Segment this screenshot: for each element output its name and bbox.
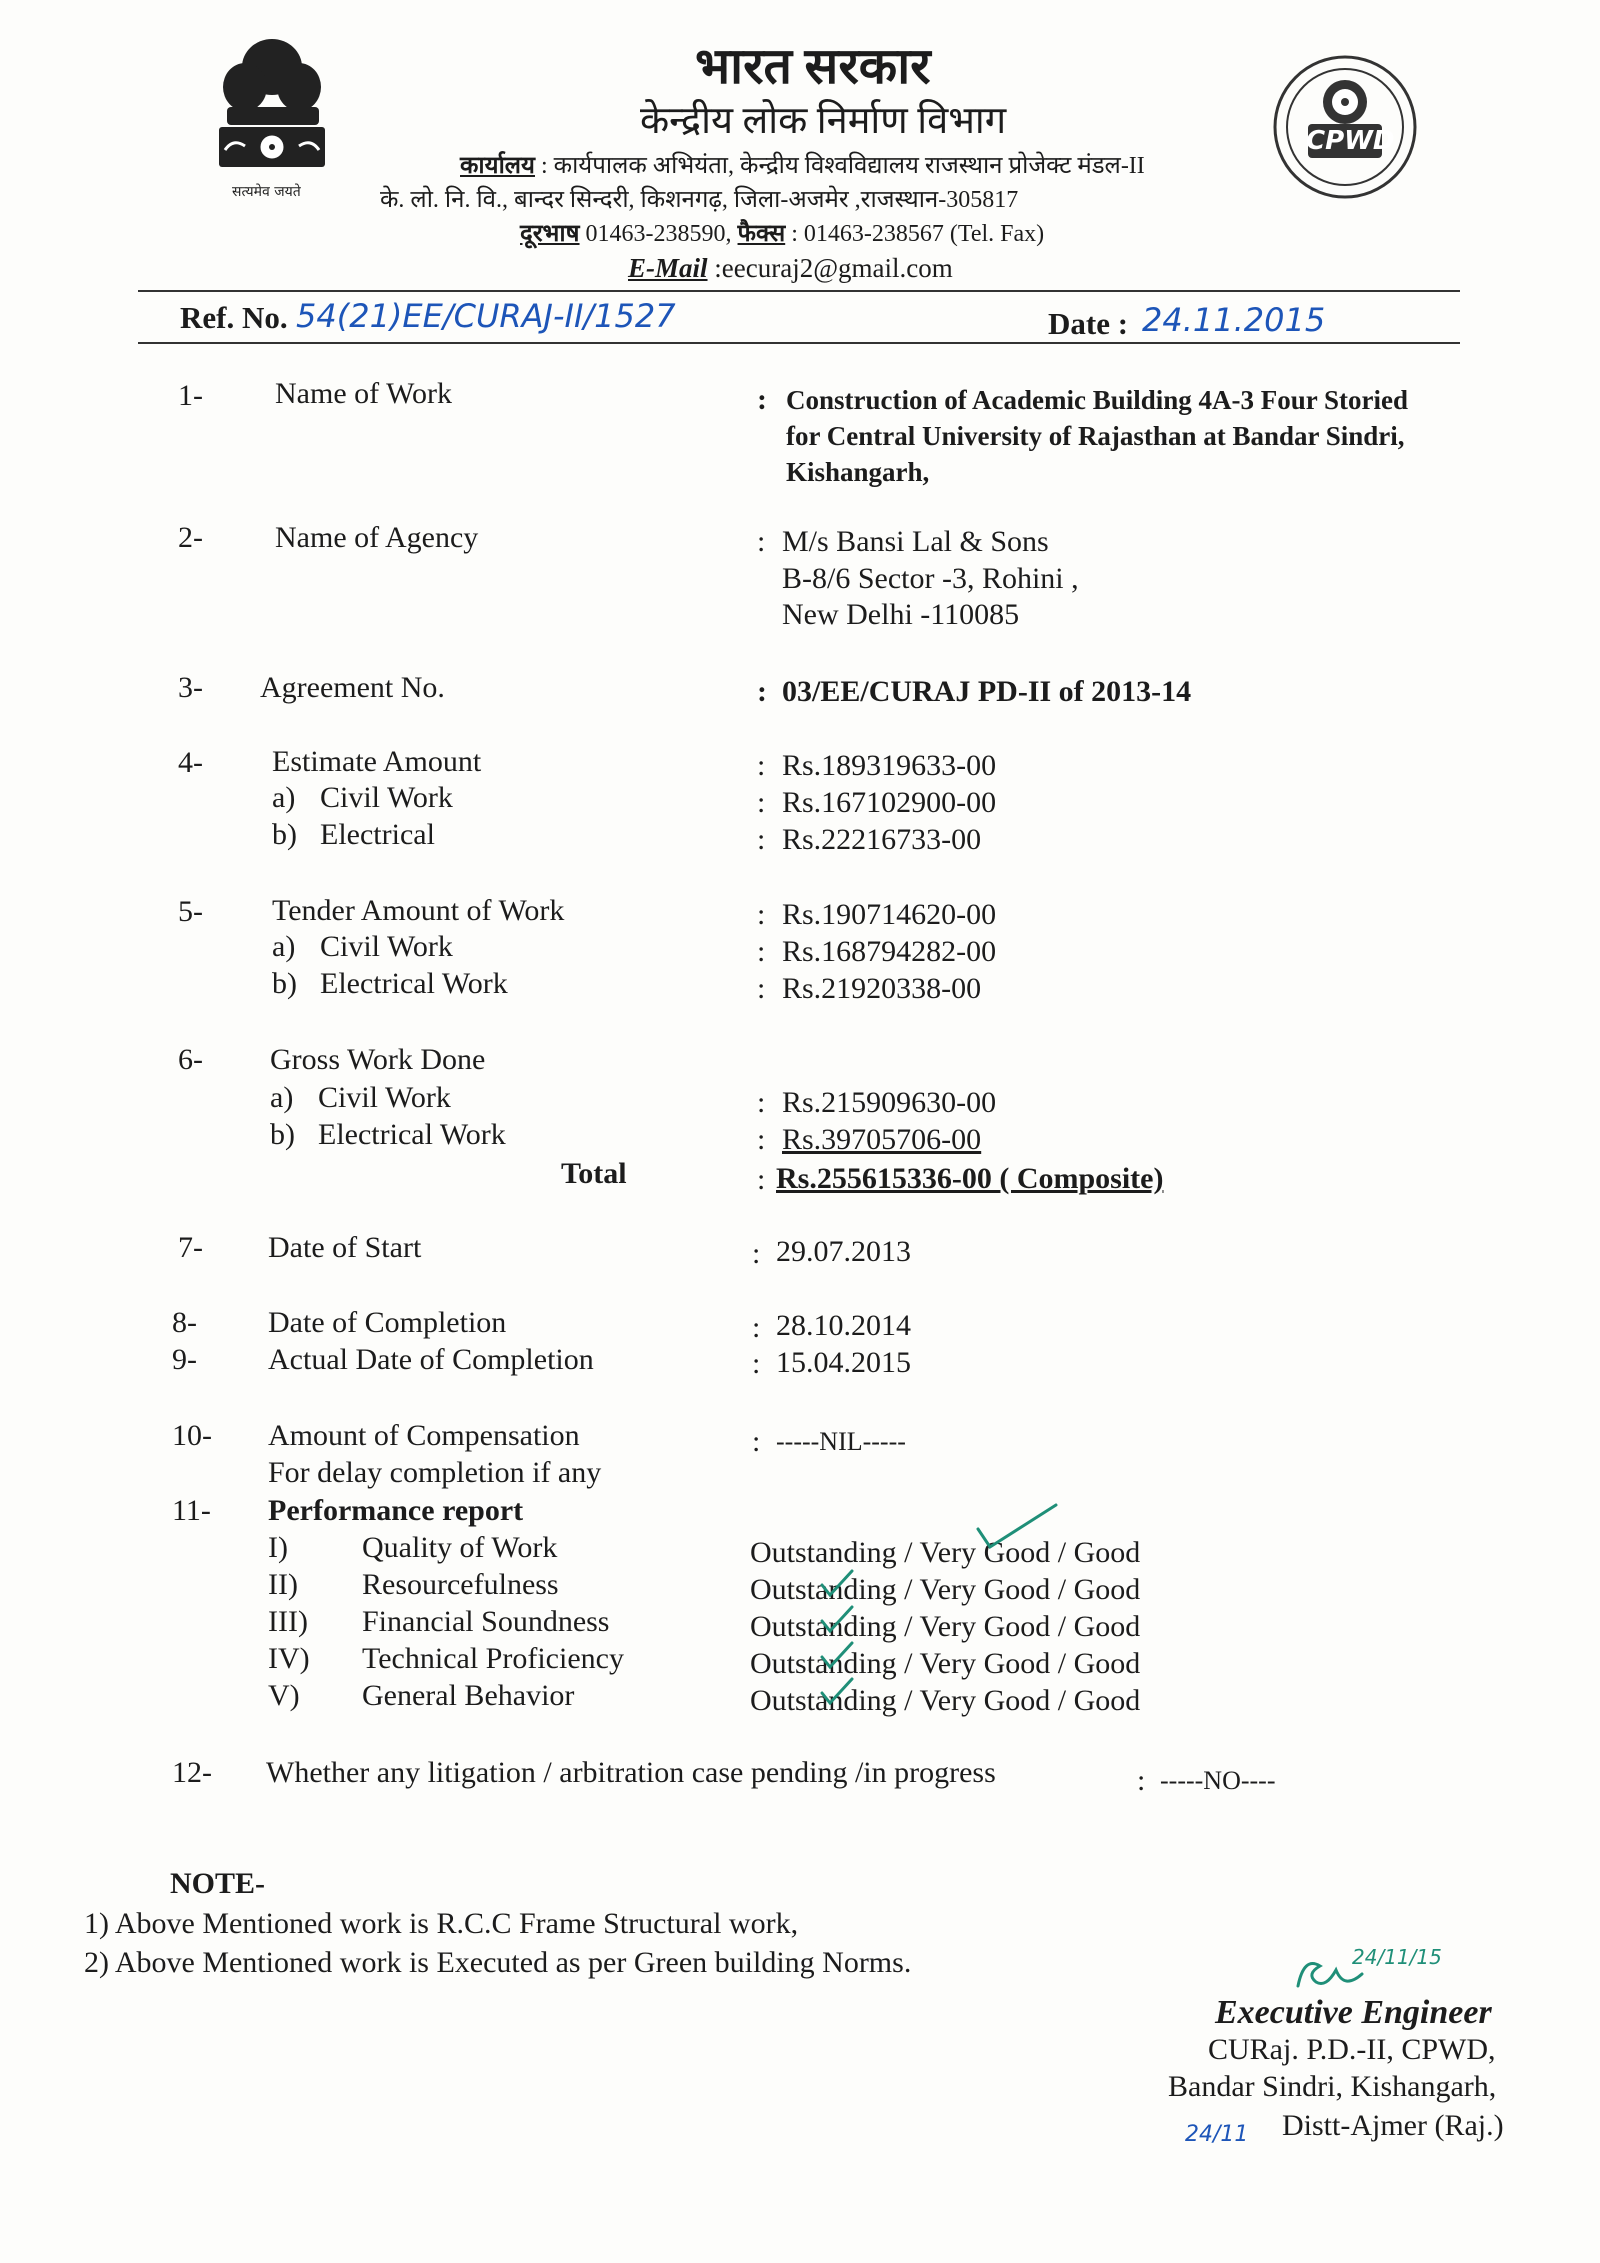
header-phone-fax [520,218,1044,250]
header-address-hindi: के. लो. नि. वि., बान्दर सिन्दरी, किशनगढ़, जिला-अजमेर ,राजस्थान-305817 [380,187,1019,213]
header-title-hindi: भारत सरकार [695,38,931,94]
item-12-label: Whether any litigation / arbitration case pending /in progress [266,1756,996,1789]
item-8-value: 28.10.2014 [776,1309,911,1342]
item-4-number: 4- [178,746,203,779]
header-email [628,250,953,286]
item-3-label: Agreement No. [260,671,445,704]
ref-number-handwritten: 54(21)EE/CURAJ-II/1527 [296,297,676,335]
item-6a-label: Civil Work [318,1081,451,1114]
item-10-colon: : [752,1425,761,1458]
item-2-value-line-1: M/s Bansi Lal & Sons [782,525,1049,558]
item-4a-colon: : [757,786,766,819]
item-9-number: 9- [172,1343,197,1376]
item-11-iii-key: III) [268,1605,308,1638]
item-11-iii-value: Outstanding / Very Good / Good [750,1610,1141,1643]
item-2-value-line-3: New Delhi -110085 [782,598,1020,631]
item-5-label: Tender Amount of Work [272,894,565,927]
email-text: :eecuraj2@gmail.com [714,253,953,283]
item-11-v-value: Outstanding / Very Good / Good [750,1684,1141,1717]
item-6-total-value: Rs.255615336-00 ( Composite) [776,1162,1164,1195]
item-9-colon: : [752,1347,761,1380]
signature-handnote: 24/11 [1185,2122,1249,2147]
item-6b-colon: : [757,1123,766,1156]
item-6b-label: Electrical Work [318,1118,506,1151]
note-line-2: 2) Above Mentioned work is Executed as per Green building Norms. [84,1946,912,1979]
item-11-ii-value: Outstanding / Very Good / Good [750,1573,1141,1606]
item-5b-key: b) [272,967,297,1000]
item-12-value: -----NO---- [1160,1766,1276,1795]
office-text: : कार्यपालक अभियंता, केन्द्रीय विश्वविद्यालय राजस्थान प्रोजेक्ट मंडल-II [540,153,1145,179]
item-5a-key: a) [272,930,296,963]
phone-text: 01463-238590, [585,221,732,247]
phone-label: दूरभाष [520,221,580,247]
checkmarks-icon [800,1495,1080,1725]
item-2-number: 2- [178,521,203,554]
item-1-label: Name of Work [275,377,452,410]
national-emblem-icon [205,32,340,202]
item-6a-value: Rs.215909630-00 [782,1086,997,1119]
email-label: E-Mail [628,253,708,283]
item-1-number: 1- [178,379,203,412]
item-4b-value: Rs.22216733-00 [782,823,982,856]
item-4a-key: a) [272,781,296,814]
item-8-colon: : [752,1311,761,1344]
item-11-number: 11- [172,1494,211,1527]
item-10-value: -----NIL----- [776,1427,906,1456]
item-4b-key: b) [272,818,297,851]
item-6-total-colon: : [757,1163,766,1196]
item-3-number: 3- [178,671,203,704]
item-5-value: Rs.190714620-00 [782,898,997,931]
item-4-colon: : [757,749,766,782]
item-1-colon: : [757,383,767,416]
ref-label: Ref. No. [180,300,288,335]
item-11-ii-key: II) [268,1568,298,1601]
item-5-number: 5- [178,895,203,928]
item-7-value: 29.07.2013 [776,1235,911,1268]
header-office [460,150,1145,182]
item-5a-label: Civil Work [320,930,453,963]
item-8-label: Date of Completion [268,1306,507,1339]
fax-label: फैक्स [737,221,786,247]
item-4b-colon: : [757,823,766,856]
item-9-value: 15.04.2015 [776,1346,911,1379]
item-11-i-value: Outstanding / Very Good / Good [750,1536,1141,1569]
item-4-label: Estimate Amount [272,745,482,778]
item-11-iii-label: Financial Soundness [362,1605,610,1638]
item-12-number: 12- [172,1756,212,1789]
item-9-label: Actual Date of Completion [268,1343,594,1376]
item-2-colon: : [757,525,766,558]
item-11-v-label: General Behavior [362,1679,575,1712]
item-2-value-line-2: B-8/6 Sector -3, Rohini , [782,562,1079,595]
date-handwritten: 24.11.2015 [1142,301,1326,339]
signature-line-1: CURaj. P.D.-II, CPWD, [1208,2033,1496,2066]
item-4-value: Rs.189319633-00 [782,749,997,782]
item-11-v-key: V) [268,1679,300,1712]
item-7-number: 7- [178,1231,203,1264]
item-4a-label: Civil Work [320,781,453,814]
item-3-colon: : [757,675,767,708]
signature-title: Executive Engineer [1215,1994,1492,2031]
item-2-label: Name of Agency [275,521,479,554]
item-6a-key: a) [270,1081,294,1114]
item-10-label-line-2: For delay completion if any [268,1456,602,1489]
item-6b-key: b) [270,1118,295,1151]
ref-bottom-rule [138,342,1460,344]
item-10-label-line-1: Amount of Compensation [268,1419,580,1452]
item-5b-label: Electrical Work [320,967,508,1000]
header-department-hindi: केन्द्रीय लोक निर्माण विभाग [640,100,1007,142]
item-11-iv-value: Outstanding / Very Good / Good [750,1647,1141,1680]
item-4a-value: Rs.167102900-00 [782,786,997,819]
item-5a-colon: : [757,935,766,968]
item-7-colon: : [752,1237,761,1270]
signature-line-3: Distt-Ajmer (Raj.) [1282,2109,1504,2142]
item-6b-value: Rs.39705706-00 [782,1123,982,1156]
item-6-number: 6- [178,1043,203,1076]
item-11-i-label: Quality of Work [362,1531,558,1564]
ref-top-rule [138,290,1460,292]
date-label: Date : [1048,306,1129,341]
item-10-number: 10- [172,1419,212,1452]
item-1-value-line-1: Construction of Academic Building 4A-3 Four Storied [786,385,1409,415]
fax-text: : 01463-238567 (Tel. Fax) [791,221,1045,247]
note-line-1: 1) Above Mentioned work is R.C.C Frame Structural work, [84,1907,799,1940]
item-6a-colon: : [757,1086,766,1119]
item-7-label: Date of Start [268,1231,422,1264]
item-3-value: 03/EE/CURAJ PD-II of 2013-14 [782,675,1192,708]
item-11-ii-label: Resourcefulness [362,1568,559,1601]
item-5-colon: : [757,898,766,931]
office-label: कार्यालय [460,153,535,179]
item-11-label: Performance report [268,1494,524,1527]
item-11-iv-key: IV) [268,1642,310,1675]
item-1-value-line-3: Kishangarh, [786,457,930,487]
item-5b-colon: : [757,972,766,1005]
cpwd-logo-text: CPWD [1306,126,1395,156]
item-11-i-key: I) [268,1531,288,1564]
item-12-colon: : [1137,1764,1146,1797]
item-6-total-label: Total [561,1157,627,1190]
note-heading: NOTE- [170,1867,266,1900]
item-1-value-line-2: for Central University of Rajasthan at Bandar Sindri, [786,421,1405,451]
signature-line-2: Bandar Sindri, Kishangarh, [1168,2070,1497,2103]
item-6-label: Gross Work Done [270,1043,486,1076]
item-4b-label: Electrical [320,818,435,851]
item-5b-value: Rs.21920338-00 [782,972,982,1005]
item-11-iv-label: Technical Proficiency [362,1642,624,1675]
item-5a-value: Rs.168794282-00 [782,935,997,968]
item-8-number: 8- [172,1306,197,1339]
signature-initials: 24/11/15 [1352,1945,1442,1969]
emblem-motto: सत्यमेव जयते [232,184,301,200]
